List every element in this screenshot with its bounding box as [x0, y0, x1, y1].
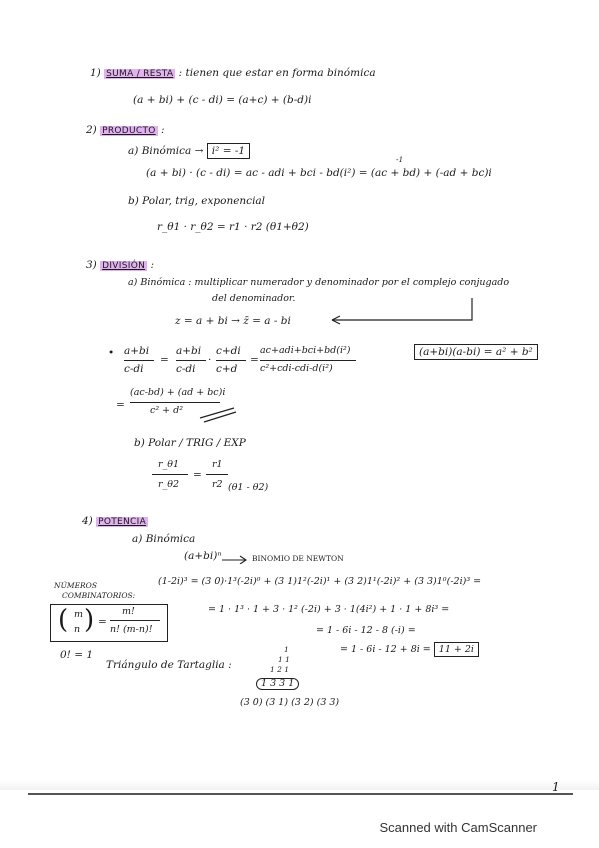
comb-num: m! — [122, 606, 135, 617]
div-frac1-den: c-di — [124, 363, 144, 375]
div-result-num: (ac-bd) + (ad + bc)i — [130, 387, 226, 398]
result-double-underline — [198, 404, 238, 424]
product-formula: (a + bi) · (c - di) = ac - adi + bci - bd(i²) = (ac + bd) + (-ad + bc)i — [146, 167, 492, 179]
product-polar-formula: r_θ1 · r_θ2 = r1 · r2 (θ1+θ2) — [157, 221, 309, 233]
section-1-text: : tienen que estar en forma binómica — [178, 67, 376, 79]
zero-factorial: 0! = 1 — [60, 649, 94, 661]
div-polar-den: r_θ2 — [158, 479, 180, 490]
section-1-title — [90, 68, 376, 79]
division-binomic-text: a) Binómica : multiplicar numerador y denominador por el complejo conjugado — [128, 277, 510, 288]
conjugate-arrow — [320, 296, 480, 326]
section-4-title — [82, 516, 148, 527]
newton-arrow — [220, 552, 250, 564]
scanned-notes-page: 1) SUMA / RESTA : tienen que estar en forma binómica (a + bi) + (c - di) = (a+c) + (b-d)i 2) PRODUCTO : a) Binómica → i² = -1 (a + bi) · (c - di) = ac - adi + bci - bd(i²) = (ac + bd) + (-ad + bc)i -1 b) Polar, trig, exponencial r_θ1 · r_θ2 = r1 · r2 (θ1+θ2) 3) DIVISIÓN : a) Binómica : multiplicar numerador y denominador por el complejo conjugado del denominador. z = a + bi → z̄ = a - bi • a+bi c-di = a+bi c-di · c+di c+d = ac+adi+bci+bd(i²) c²+cdi-cdi-d(i²) (a+bi)(a-bi) = a² + b² = (ac-bd) + (ad + bc)i c² + d² b) Polar / TRIG / EXP r_θ1 r_θ2 = r1 r2 (θ1 - θ2) 4) POTENCIA a) Binómica (a+bi)ⁿ BINOMIO DE NEWTON NÚMEROS COMBINATORIOS: ( m n ) = m! n! (m-n)! 0! = 1 (1-2i)³ = (3 0)·1³(-2i)⁰ + (3 1)1²(-2i)¹ + (3 2)1¹(-2i)² + (3 3)1⁰(-2i)³ = = 1 · 1³ · 1 + 3 · 1² (-2i) + 3 · 1(4i²) + 1 · 1 + 8i³ = = 1 - 6i - 12 - 8 (-i) = = 1 - 6i - 12 + 8i = 11 + 2i Triángulo de Tartaglia : 1 1 1 1 2 1 1 3 3 1 (3 0) (3 1) (3 2) (3 3) 1 Scanned with CamScanner — [0, 0, 599, 848]
newton-lhs: (a+bi)ⁿ — [184, 550, 222, 562]
expansion-line-3: = 1 - 6i - 12 - 8 (-i) = — [316, 625, 416, 636]
division-polar-label: b) Polar / TRIG / EXP — [134, 437, 246, 449]
expansion-line-4: = 1 - 6i - 12 + 8i = 11 + 2i — [340, 645, 479, 655]
comb-top: m — [74, 609, 84, 620]
power-binomic-label: a) Binómica — [132, 533, 196, 545]
section-2-title: 2) PRODUCTO : — [86, 124, 165, 136]
div-frac4-num: ac+adi+bci+bd(i²) — [260, 345, 351, 356]
sum-formula: (a + bi) + (c - di) = (a+c) + (b-d)i — [133, 94, 312, 106]
division-binomic-text-2: del denominador. — [212, 293, 296, 304]
div-polar-res-num: r1 — [212, 459, 223, 470]
conjugate-definition: z = a + bi → z̄ = a - bi — [175, 315, 291, 327]
section-1-heading: SUMA / RESTA — [106, 69, 174, 79]
section-3-title: 3) DIVISIÓN : — [86, 259, 154, 271]
div-polar-res-angle: (θ1 - θ2) — [228, 482, 269, 493]
combinatorial-title-2: COMBINATORIOS: — [62, 591, 136, 600]
newton-binomial-label: BINOMIO DE NEWTON — [252, 554, 344, 563]
section-2-number: 2) — [86, 124, 97, 136]
tartaglia-row-0: 1 — [284, 645, 289, 654]
conjugate-product-box: (a+bi)(a-bi) = a² + b² — [414, 344, 538, 360]
comb-bottom: n — [74, 624, 81, 635]
div-frac2-den: c-di — [176, 363, 196, 375]
div-frac3-den: c+d — [216, 363, 238, 375]
product-polar-label: b) Polar, trig, exponencial — [128, 195, 266, 207]
div-polar-res-den: r2 — [212, 479, 223, 490]
product-binomic-label: a) Binómica → — [128, 145, 204, 157]
tartaglia-binomials: (3 0) (3 1) (3 2) (3 3) — [240, 697, 340, 708]
power-result-box: 11 + 2i — [434, 642, 479, 657]
div-frac4-den: c²+cdi-cdi-d(i²) — [260, 363, 333, 374]
camscanner-footer: Scanned with CamScanner — [379, 820, 537, 835]
section-1-number: 1) — [90, 67, 101, 79]
conjugate-product-box-wrap — [414, 347, 538, 358]
combinatorial-title-1: NÚMEROS — [54, 581, 97, 590]
tartaglia-row-3: 1 3 3 1 — [256, 678, 299, 690]
scan-edge-shadow — [0, 780, 599, 790]
section-4-number: 4) — [82, 515, 93, 527]
i-squared-box: i² = -1 — [207, 143, 250, 159]
product-minus-one-note: -1 — [396, 155, 404, 164]
expansion-line-1: (1-2i)³ = (3 0)·1³(-2i)⁰ + (3 1)1²(-2i)¹ + (3 2)1¹(-2i)² + (3 3)1⁰(-2i)³ = — [158, 576, 482, 587]
scan-edge-line — [28, 793, 573, 795]
div-polar-num: r_θ1 — [158, 459, 180, 470]
div-frac2-num: a+bi — [176, 345, 202, 357]
section-4-heading: POTENCIA — [98, 517, 147, 527]
tartaglia-row-2: 1 2 1 — [270, 665, 290, 674]
comb-den: n! (m-n)! — [110, 624, 153, 635]
div-result-den: c² + d² — [150, 405, 184, 416]
section-3-number: 3) — [86, 259, 97, 271]
div-frac1-num: a+bi — [124, 345, 150, 357]
expansion-line-2: = 1 · 1³ · 1 + 3 · 1² (-2i) + 3 · 1(4i²) + 1 · 1 + 8i³ = — [208, 604, 450, 615]
product-binomic-label-row — [128, 146, 250, 157]
page-number: 1 — [552, 780, 560, 794]
tartaglia-row-1: 1 1 — [278, 655, 290, 664]
tartaglia-label: Triángulo de Tartaglia : — [106, 659, 232, 671]
section-3-heading: DIVISIÓN — [102, 261, 146, 271]
div-frac3-num: c+di — [216, 345, 241, 357]
section-2-heading: PRODUCTO — [102, 126, 156, 136]
